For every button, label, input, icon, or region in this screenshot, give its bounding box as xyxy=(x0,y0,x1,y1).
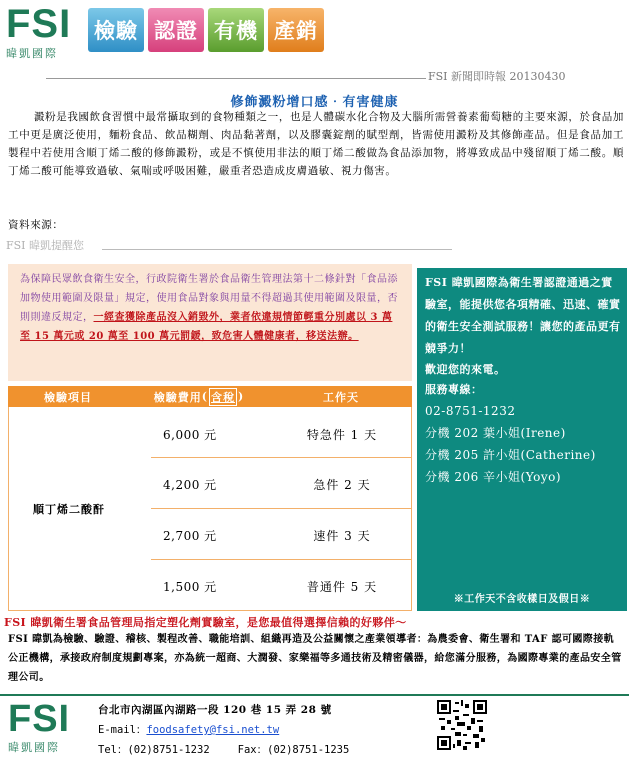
logo-text: FSI xyxy=(6,2,72,46)
header-fee: 檢驗費用 ( 含稅 ) xyxy=(128,386,270,407)
header-item: 檢驗項目 xyxy=(44,390,92,404)
article-body: 澱粉是我國飲食習慣中最常攝取到的食物種類之一，也是人體碳水化合物及大腦所需營養素葡萄糖的主要來源，於食品加工中更是廣泛使用，麵粉食品、飲品糊劑、肉品黏著劑，以及膠囊錠劑的賦型劑，皆需使用澱粉及其修飾產品。但是食品加工製程中若使用含順丁烯二酸的修飾澱粉，或是不慎使用非法的順丁烯二酸做為食品添加物，將導致成品中殘留順丁烯二酸。順丁烯二酸可能導致過敏、氣喘或呼吸困難，嚴重者恐造成皮膚過敏、視力傷害。 xyxy=(8,111,624,177)
ext-catherine: 分機 205 許小姐(Catherine) xyxy=(425,448,596,462)
row-fee: 4,200 元 xyxy=(163,478,217,492)
price-table xyxy=(8,386,412,611)
phone-fax-line xyxy=(98,740,349,760)
contact-panel xyxy=(417,268,627,611)
ext-yoyo: 分機 206 辛小姐(Yoyo) xyxy=(425,470,562,484)
slogan: FSI 暐凱衛生署食品管理局指定塑化劑實驗室，是您最值得選擇信賴的好夥伴～ xyxy=(4,616,407,629)
table-header xyxy=(8,386,412,407)
header-fee-label: 檢驗費用 xyxy=(153,390,202,404)
header-divider xyxy=(46,78,426,79)
header-days: 工作天 xyxy=(323,390,359,404)
footer-logo[interactable] xyxy=(8,700,88,755)
table-row xyxy=(129,462,413,507)
row-divider xyxy=(151,508,411,509)
working-days-note: ※工作天不含收樣日及假日※ xyxy=(453,594,591,605)
header xyxy=(0,0,629,62)
fax: Fax：(02)8751-1235 xyxy=(237,744,350,756)
email-link[interactable]: foodsafety@fsi.net.tw xyxy=(146,724,280,736)
table-row xyxy=(129,564,413,609)
tile-inspection[interactable]: 檢驗 xyxy=(88,8,144,52)
news-id: FSI 新聞即時報 20130430 xyxy=(428,70,566,83)
row-days: 特急件 1 天 xyxy=(306,428,378,442)
row-days: 急件 2 天 xyxy=(313,478,371,492)
lab-intro: FSI 暐凱國際為衛生署認證通過之實驗室，能提供您各項精確、迅速、確實的衛生安全測試服務！讓您的產品更有競爭力！ xyxy=(425,276,621,355)
service-label: 服務專線： xyxy=(425,383,483,396)
email-label: E-mail： xyxy=(98,724,147,736)
logo-subtitle: 暐凱國際 xyxy=(6,47,58,60)
reminder-divider xyxy=(102,249,452,250)
address: 台北市內湖區內湖路一段 120 巷 15 弄 28 號 xyxy=(98,704,332,716)
tel: Tel：(02)8751-1232 xyxy=(98,744,210,756)
row-fee: 1,500 元 xyxy=(163,580,217,594)
footer-logo-subtitle: 暐凱國際 xyxy=(8,741,60,754)
reminder-label: FSI 暐凱提醒您 xyxy=(6,239,85,252)
row-divider xyxy=(151,457,411,458)
regulation-notice xyxy=(8,264,412,381)
ext-irene: 分機 202 葉小姐(Irene) xyxy=(425,426,566,440)
article-title: 修飾澱粉增口感‧有害健康 xyxy=(230,95,399,110)
test-item: 順丁烯二酸酐 xyxy=(33,503,105,516)
service-phone[interactable]: 02-8751-1232 xyxy=(425,404,516,418)
tile-organic[interactable]: 有機 xyxy=(208,8,264,52)
notice-highlight: 一經查獲除產品沒入銷毀外，業者依違規情節輕重分別處以 3 萬至 15 萬元或 20 萬至 100 萬元罰鍰，致危害人體健康者，移送法辦。 xyxy=(20,312,393,342)
notice-text: 為保障民眾飲食衛生安全，行政院衛生署於食品衛生管理法第十二條針對「食品添加物使用範圍及限量」規定，使用食品對象與用量不得超過其使用範圍及限量，否則則違反規定， xyxy=(20,274,398,323)
category-tiles xyxy=(88,8,324,52)
table-body xyxy=(8,407,412,611)
company-intro: FSI 暐凱為檢驗、驗證、稽核、製程改善、職能培訓、組織再造及公益關懷之產業領導者：為農委會、衛生署和 TAF 認可國際接軌公正機構，承接政府制度規劃專案，亦為統一超商、大潤發、家樂福等多通技術及精密儀器，給您滿分服務，為國際專業的產品安全管理公司。 xyxy=(8,634,622,683)
tile-certification[interactable]: 認證 xyxy=(148,8,204,52)
header-fee-tax: 含稅 xyxy=(209,388,237,406)
table-row xyxy=(129,513,413,558)
row-days: 普通件 5 天 xyxy=(306,580,378,594)
table-row xyxy=(129,412,413,457)
footer-logo-text: FSI xyxy=(8,698,71,740)
tile-production[interactable]: 產銷 xyxy=(268,8,324,52)
row-fee: 2,700 元 xyxy=(163,529,217,543)
article-source: 資料來源： xyxy=(8,219,64,231)
row-divider xyxy=(151,559,411,560)
row-fee: 6,000 元 xyxy=(163,428,217,442)
fsi-logo[interactable] xyxy=(6,4,82,60)
contact-info xyxy=(98,700,349,760)
welcome-text: 歡迎您的來電。 xyxy=(425,363,506,376)
footer-divider xyxy=(0,694,629,696)
qr-code-icon[interactable] xyxy=(437,700,487,750)
email-line xyxy=(98,720,349,740)
row-days: 速件 3 天 xyxy=(313,529,371,543)
